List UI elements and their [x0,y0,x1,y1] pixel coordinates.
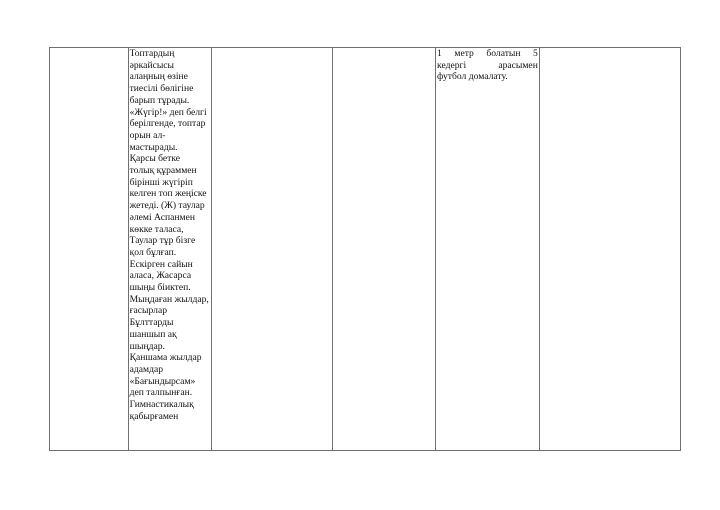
text-line: «Бағындырсам» [129,375,196,387]
text-line: адамдар [129,363,164,375]
text-line: қабырғамен [129,410,179,422]
text-line: көкке таласа, [129,223,184,235]
text-line: Таулар тұр бізге [129,235,196,247]
text-line: толық құраммен [129,165,197,177]
text-line: алаңның өзіне [129,71,188,83]
text-line: шыңы біиктеп. [129,282,191,294]
table-cell-col3 [212,48,333,451]
text-line: 1 метр болатын 5 [437,48,538,59]
text-line: Қарсы бетке [129,153,181,165]
text-line: орын ал- [129,129,166,141]
table-row [50,48,681,451]
text-line: әлемі Аспанмен [129,211,195,223]
text-line: Гимнастикалық [129,399,194,411]
table-cell-col1 [50,48,129,451]
text-line: тиесілі бөлігіне [129,83,194,95]
text-line: Ескірген сайын [129,258,193,270]
text-line: мастырады. [129,141,178,153]
text-line: барып тұрады. [129,94,190,106]
text-line: қол бұлғап. [129,246,177,258]
text-line: Бұлттарды [129,317,174,329]
text-line: Топтардың [129,48,175,59]
text-line: футбол домалату. [437,71,508,83]
text-line: ғасырлар [129,305,168,317]
text-line: шаншып ақ [129,328,177,340]
text-line: берілгенде, топтар [129,118,206,130]
text-line: кедергі арасымен [437,59,538,71]
text-line: жетеді. (Ж) таулар [129,200,205,212]
text-line: деп талпынған. [129,387,193,399]
text-line: шыңдар. [129,340,165,352]
exercise-text [437,48,538,83]
text-line: Қаншама жылдар [129,352,202,364]
lesson-plan-table [49,47,681,451]
table-cell-col4 [333,48,436,451]
text-line: бірінші жүгіріп [129,176,193,188]
text-line: «Жүгір!» деп белгі [129,106,207,118]
text-line: әркайсысы [129,59,174,71]
table-cell-exercise [436,48,540,451]
text-line: Мыңдаған жылдар, [129,293,209,305]
table-cell-col6 [539,48,680,451]
text-line: келген топ жеңіске [129,188,207,200]
text-line: аласа, Жасарса [129,270,192,282]
table-cell-activity-description [128,48,212,451]
